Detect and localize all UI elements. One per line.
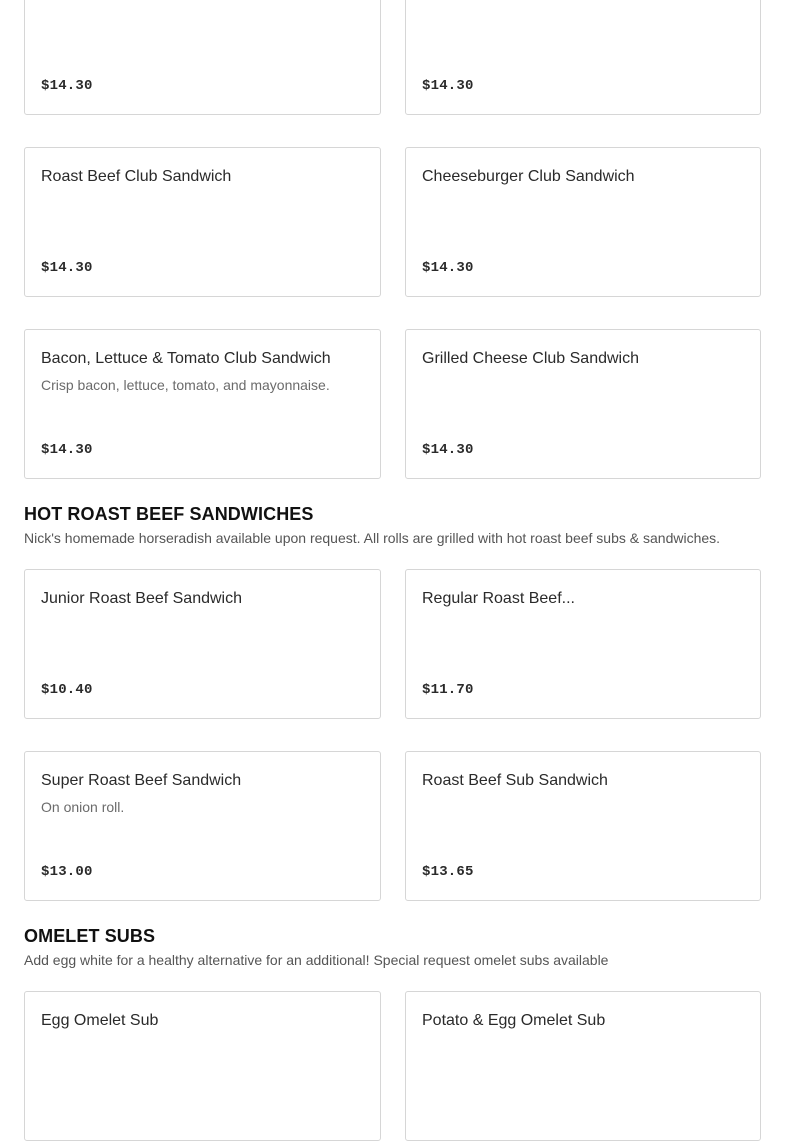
- section-description: Add egg white for a healthy alternative for an additional! Special request omelet subs available: [24, 952, 609, 968]
- menu-item-card[interactable]: [405, 0, 761, 115]
- menu-item-price: $13.65: [422, 864, 474, 880]
- menu-item-name: Bacon, Lettuce & Tomato Club Sandwich: [41, 350, 331, 367]
- menu-item-description: Crisp bacon, lettuce, tomato, and mayonnaise.: [41, 377, 330, 393]
- hot-roast-beef-section-header: [24, 503, 720, 547]
- section-description: Nick's homemade horseradish available upon request. All rolls are grilled with hot roast beef subs & sandwiches.: [24, 530, 721, 546]
- menu-item-price: $14.30: [41, 78, 93, 94]
- menu-item-price: $14.30: [41, 260, 93, 276]
- menu-item-price: $14.30: [422, 442, 474, 458]
- menu-item-name: Super Roast Beef Sandwich: [41, 772, 242, 789]
- menu-item-name: Egg Omelet Sub: [41, 1012, 159, 1029]
- menu-item-price: $14.30: [41, 442, 93, 458]
- hot-roast-beef-grid: [24, 569, 761, 901]
- menu-item-card[interactable]: [24, 329, 381, 479]
- menu-item-name: Roast Beef Sub Sandwich: [422, 772, 608, 789]
- menu-item-price: $14.30: [422, 78, 474, 94]
- menu-item-name: Junior Roast Beef Sandwich: [41, 590, 242, 607]
- menu-item-name: Potato & Egg Omelet Sub: [422, 1012, 606, 1029]
- omelet-subs-grid: [24, 991, 761, 1141]
- menu-item-card[interactable]: [24, 0, 381, 115]
- menu-item-price: $13.00: [41, 864, 93, 880]
- menu-item-name: Grilled Cheese Club Sandwich: [422, 350, 639, 367]
- menu-item-card[interactable]: [405, 329, 761, 479]
- section-title: OMELET SUBS: [24, 926, 156, 946]
- menu-item-card[interactable]: [405, 147, 761, 297]
- menu-item-card[interactable]: [405, 569, 761, 719]
- menu-item-card[interactable]: [24, 569, 381, 719]
- section-title: HOT ROAST BEEF SANDWICHES: [24, 504, 314, 524]
- menu-item-price: $10.40: [41, 682, 93, 698]
- menu-item-card[interactable]: [24, 991, 381, 1141]
- club-sandwiches-grid: [24, 0, 761, 479]
- menu-item-card[interactable]: [405, 991, 761, 1141]
- menu-item-name: Cheeseburger Club Sandwich: [422, 168, 635, 185]
- omelet-subs-section-header: [24, 925, 608, 969]
- menu-item-price: $14.30: [422, 260, 474, 276]
- menu-item-price: $11.70: [422, 682, 474, 698]
- menu-item-card[interactable]: [24, 751, 381, 901]
- menu-item-card[interactable]: [24, 147, 381, 297]
- menu-item-name: Regular Roast Beef...: [422, 590, 575, 607]
- menu-item-description: On onion roll.: [41, 799, 125, 815]
- menu-item-name: Roast Beef Club Sandwich: [41, 168, 232, 185]
- menu-item-card[interactable]: [405, 751, 761, 901]
